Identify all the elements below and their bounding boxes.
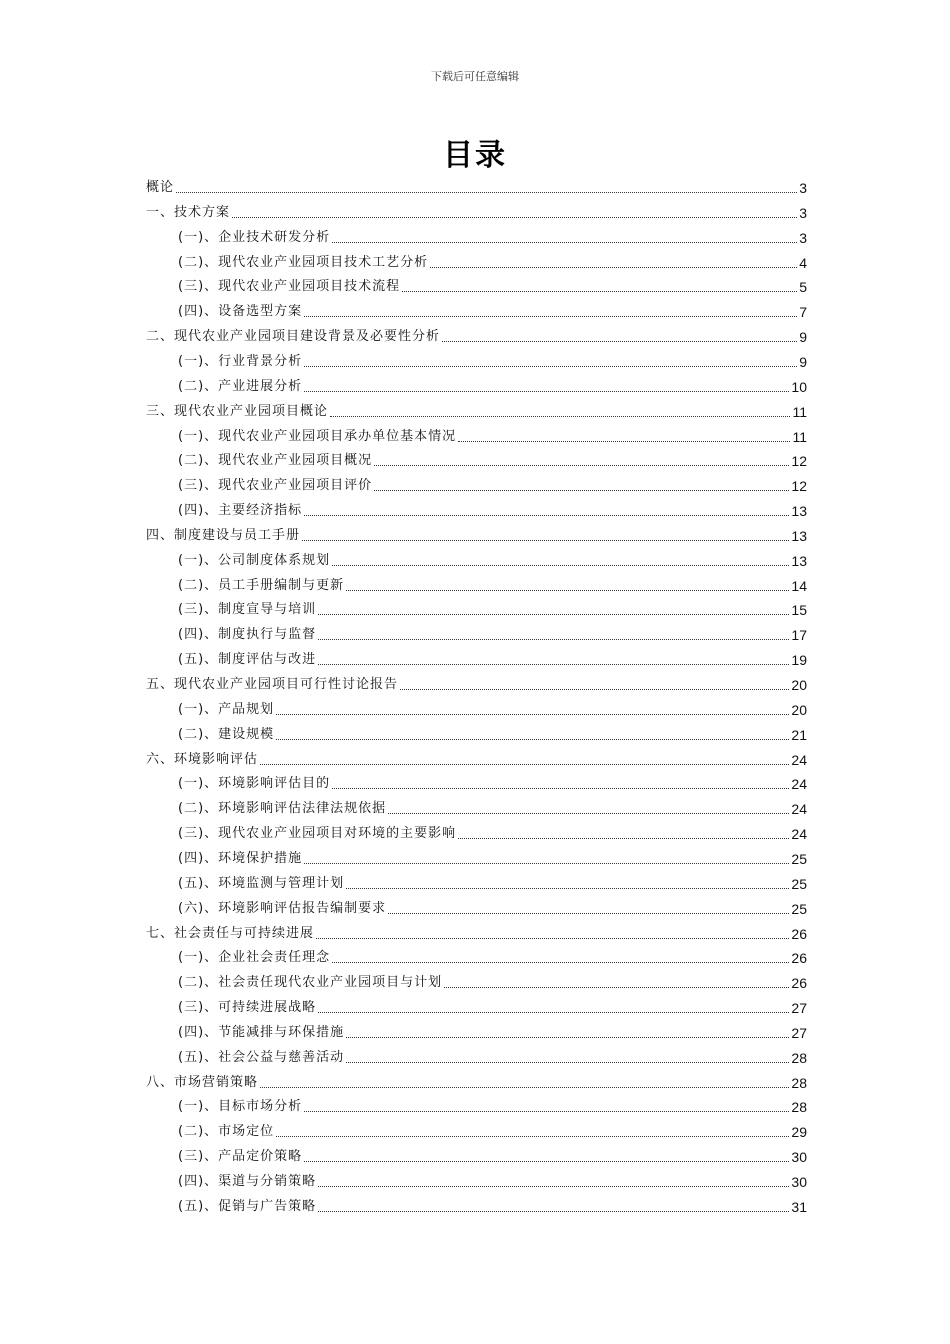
toc-entry-page-number: 28 [791, 1049, 807, 1066]
toc-entry-label: (一)、环境影响评估目的 [178, 776, 331, 792]
toc-entry[interactable] [178, 996, 807, 1016]
toc-entry-label: 一、技术方案 [146, 204, 231, 220]
toc-entry[interactable] [146, 673, 807, 693]
toc-entry[interactable] [178, 449, 807, 469]
toc-entry-label: (三)、可持续进展战略 [178, 1000, 317, 1016]
toc-entry[interactable] [178, 375, 807, 395]
toc-dot-leader [346, 888, 789, 889]
toc-entry-page-number: 24 [791, 826, 807, 843]
toc-entry[interactable] [178, 425, 807, 445]
toc-entry-page-number: 25 [791, 875, 807, 892]
toc-entry[interactable] [178, 648, 807, 668]
toc-entry[interactable] [146, 400, 807, 420]
toc-entry-page-number: 28 [791, 1074, 807, 1091]
toc-dot-leader [444, 987, 789, 988]
toc-entry-page-number: 12 [791, 478, 807, 495]
toc-entry-label: (一)、产品规划 [178, 701, 275, 717]
toc-entry[interactable] [178, 499, 807, 519]
toc-entry[interactable] [178, 847, 807, 867]
toc-entry-label: (四)、渠道与分销策略 [178, 1174, 317, 1189]
toc-entry[interactable] [178, 598, 807, 618]
toc-dot-leader [332, 962, 789, 963]
toc-dot-leader [458, 441, 790, 442]
toc-entry-label: (三)、产品定价策略 [178, 1149, 303, 1165]
toc-dot-leader [304, 316, 797, 317]
toc-entry[interactable] [178, 698, 807, 718]
toc-dot-leader [260, 764, 789, 765]
toc-dot-leader [388, 913, 789, 914]
toc-dot-leader [332, 565, 789, 566]
toc-dot-leader [304, 863, 789, 864]
toc-entry-page-number: 3 [799, 204, 807, 221]
toc-entry-page-number: 19 [791, 652, 807, 669]
toc-dot-leader [318, 614, 789, 615]
toc-entry-label: (五)、环境监测与管理计划 [178, 875, 345, 891]
toc-dot-leader [330, 416, 790, 417]
toc-entry[interactable] [178, 822, 807, 842]
toc-entry-page-number: 11 [792, 428, 807, 445]
toc-dot-leader [374, 465, 789, 466]
toc-entry[interactable] [178, 1145, 807, 1165]
toc-dot-leader [318, 664, 789, 665]
toc-entry-label: (五)、促销与广告策略 [178, 1198, 317, 1214]
toc-entry[interactable] [146, 176, 807, 196]
toc-entry-label: (三)、现代农业产业园项目对环境的主要影响 [178, 826, 457, 842]
toc-entry-label: (四)、设备选型方案 [178, 304, 303, 320]
toc-entry[interactable] [178, 275, 807, 295]
toc-entry-page-number: 24 [791, 751, 807, 768]
toc-dot-leader [346, 590, 789, 591]
toc-entry-page-number: 31 [791, 1198, 807, 1215]
toc-dot-leader [276, 714, 789, 715]
toc-entry-label: (二)、现代农业产业园项目技术工艺分析 [178, 254, 429, 270]
toc-entry-label: (二)、建设规模 [178, 726, 275, 742]
toc-entry-page-number: 15 [791, 602, 807, 619]
toc-entry[interactable] [146, 922, 807, 942]
toc-entry-label: 三、现代农业产业园项目概论 [146, 403, 329, 419]
toc-dot-leader [374, 490, 789, 491]
toc-dot-leader [316, 938, 789, 939]
toc-entry[interactable] [178, 1170, 807, 1190]
toc-entry-page-number: 26 [791, 925, 807, 942]
toc-dot-leader [304, 515, 789, 516]
toc-entry-label: (二)、产业进展分析 [178, 378, 303, 394]
toc-entry-page-number: 20 [791, 701, 807, 718]
page-header: 下载后可任意编辑 [431, 70, 519, 83]
toc-entry-label: (五)、社会公益与慈善活动 [178, 1049, 345, 1065]
toc-entry-page-number: 12 [791, 453, 807, 470]
toc-entry[interactable] [178, 549, 807, 569]
toc-entry[interactable] [178, 574, 807, 594]
toc-entry[interactable] [178, 1095, 807, 1115]
toc-dot-leader [346, 1037, 789, 1038]
toc-entry-page-number: 28 [791, 1099, 807, 1116]
toc-entry[interactable] [146, 748, 807, 768]
toc-dot-leader [302, 540, 789, 541]
toc-entry-label: (二)、员工手册编制与更新 [178, 577, 345, 593]
toc-entry-label: (三)、现代农业产业园项目评价 [178, 478, 373, 494]
toc-dot-leader [304, 1111, 789, 1112]
toc-entry-page-number: 20 [791, 677, 807, 693]
toc-dot-leader [260, 1087, 789, 1088]
toc-entry[interactable] [178, 350, 807, 370]
toc-entry-label: (一)、公司制度体系规划 [178, 552, 331, 568]
toc-entry[interactable] [178, 1195, 807, 1215]
toc-entry-label: 概论 [146, 180, 175, 195]
toc-entry-page-number: 10 [791, 378, 807, 395]
toc-entry[interactable] [178, 1046, 807, 1066]
toc-entry-page-number: 29 [791, 1124, 807, 1141]
toc-entry-label: (二)、市场定位 [178, 1124, 275, 1140]
toc-dot-leader [388, 813, 789, 814]
toc-dot-leader [402, 291, 797, 292]
toc-entry-label: (一)、行业背景分析 [178, 353, 303, 369]
toc-entry-page-number: 25 [791, 900, 807, 917]
toc-entry[interactable] [178, 723, 807, 743]
toc-entry-page-number: 24 [791, 801, 807, 818]
toc-entry-label: (三)、现代农业产业园项目技术流程 [178, 279, 401, 295]
toc-entry-label: (二)、现代农业产业园项目概况 [178, 453, 373, 469]
toc-entry-page-number: 9 [799, 353, 807, 370]
toc-dot-leader [430, 267, 797, 268]
toc-entry[interactable] [146, 201, 807, 221]
toc-dot-leader [232, 217, 797, 218]
toc-entry[interactable] [146, 325, 807, 345]
toc-entry-label: 七、社会责任与可持续进展 [146, 925, 315, 941]
toc-entry-label: (五)、制度评估与改进 [178, 652, 317, 668]
toc-entry-label: (四)、主要经济指标 [178, 503, 303, 519]
toc-dot-leader [442, 341, 797, 342]
toc-entry-page-number: 9 [799, 329, 807, 346]
toc-entry-page-number: 25 [791, 850, 807, 867]
toc-entry-page-number: 3 [799, 229, 807, 246]
toc-entry-page-number: 13 [791, 503, 807, 520]
toc-entry-page-number: 21 [791, 726, 807, 743]
toc-entry-label: (一)、目标市场分析 [178, 1099, 303, 1115]
toc-entry-page-number: 24 [791, 776, 807, 793]
toc-entry[interactable] [178, 300, 807, 320]
toc-dot-leader [318, 1211, 789, 1212]
toc-entry-label: 六、环境影响评估 [146, 751, 259, 767]
toc-dot-leader [346, 1062, 789, 1063]
toc-entry-label: (四)、制度执行与监督 [178, 627, 317, 643]
toc-entry-page-number: 30 [791, 1174, 807, 1190]
toc-entry-label: (三)、制度宣导与培训 [178, 602, 317, 618]
toc-entry[interactable] [178, 971, 807, 991]
toc-entry-page-number: 14 [791, 577, 807, 594]
toc-entry[interactable] [178, 226, 807, 246]
toc-dot-leader [318, 1012, 789, 1013]
toc-dot-leader [276, 739, 789, 740]
toc-dot-leader [318, 639, 789, 640]
toc-dot-leader [318, 1186, 789, 1187]
toc-entry-label: (一)、现代农业产业园项目承办单位基本情况 [178, 428, 457, 444]
toc-entry-page-number: 11 [792, 403, 807, 420]
toc-entry-page-number: 4 [799, 254, 807, 271]
toc-entry-page-number: 27 [791, 1000, 807, 1017]
toc-dot-leader [304, 366, 797, 367]
toc-entry-page-number: 26 [791, 975, 807, 992]
toc-entry[interactable] [178, 897, 807, 917]
toc-entry-page-number: 26 [791, 950, 807, 967]
toc-dot-leader [400, 689, 789, 690]
toc-entry-label: 八、市场营销策略 [146, 1074, 259, 1090]
toc-entry-page-number: 30 [791, 1149, 807, 1166]
toc-entry-page-number: 27 [791, 1024, 807, 1041]
toc-entry[interactable] [178, 474, 807, 494]
toc-entry[interactable] [178, 772, 807, 792]
toc-entry-label: (六)、环境影响评估报告编制要求 [178, 900, 387, 916]
toc-entry[interactable] [178, 1120, 807, 1140]
toc-entry[interactable] [178, 872, 807, 892]
toc-entry[interactable] [146, 524, 807, 544]
toc-entry-label: 五、现代农业产业园项目可行性讨论报告 [146, 677, 399, 692]
toc-dot-leader [332, 788, 789, 789]
toc-entry-page-number: 17 [791, 627, 807, 644]
toc-entry-page-number: 13 [791, 527, 807, 544]
toc-entry[interactable] [178, 1021, 807, 1041]
toc-entry-page-number: 3 [799, 180, 807, 196]
toc-dot-leader [304, 391, 789, 392]
toc-entry-label: 四、制度建设与员工手册 [146, 527, 301, 543]
toc-dot-leader [332, 242, 797, 243]
toc-entry-label: (二)、环境影响评估法律法规依据 [178, 801, 387, 817]
toc-dot-leader [458, 838, 789, 839]
toc-entry[interactable] [146, 1071, 807, 1091]
toc-entry-label: (一)、企业社会责任理念 [178, 950, 331, 966]
toc-entry-page-number: 7 [799, 304, 807, 321]
toc-entry-label: (四)、节能减排与环保措施 [178, 1024, 345, 1040]
toc-entry-label: (一)、企业技术研发分析 [178, 229, 331, 245]
toc-entry[interactable] [178, 623, 807, 643]
toc-entry-page-number: 5 [799, 279, 807, 296]
toc-dot-leader [176, 192, 797, 193]
toc-entry-page-number: 13 [791, 552, 807, 569]
toc-entry-label: (二)、社会责任现代农业产业园项目与计划 [178, 975, 443, 991]
toc-entry[interactable] [178, 946, 807, 966]
toc-dot-leader [276, 1136, 789, 1137]
toc-entry[interactable] [178, 797, 807, 817]
toc-dot-leader [304, 1161, 789, 1162]
toc-entry-label: 二、现代农业产业园项目建设背景及必要性分析 [146, 329, 441, 345]
page-title: 目录 [443, 138, 507, 173]
toc-entry-label: (四)、环境保护措施 [178, 850, 303, 866]
toc-entry[interactable] [178, 251, 807, 271]
